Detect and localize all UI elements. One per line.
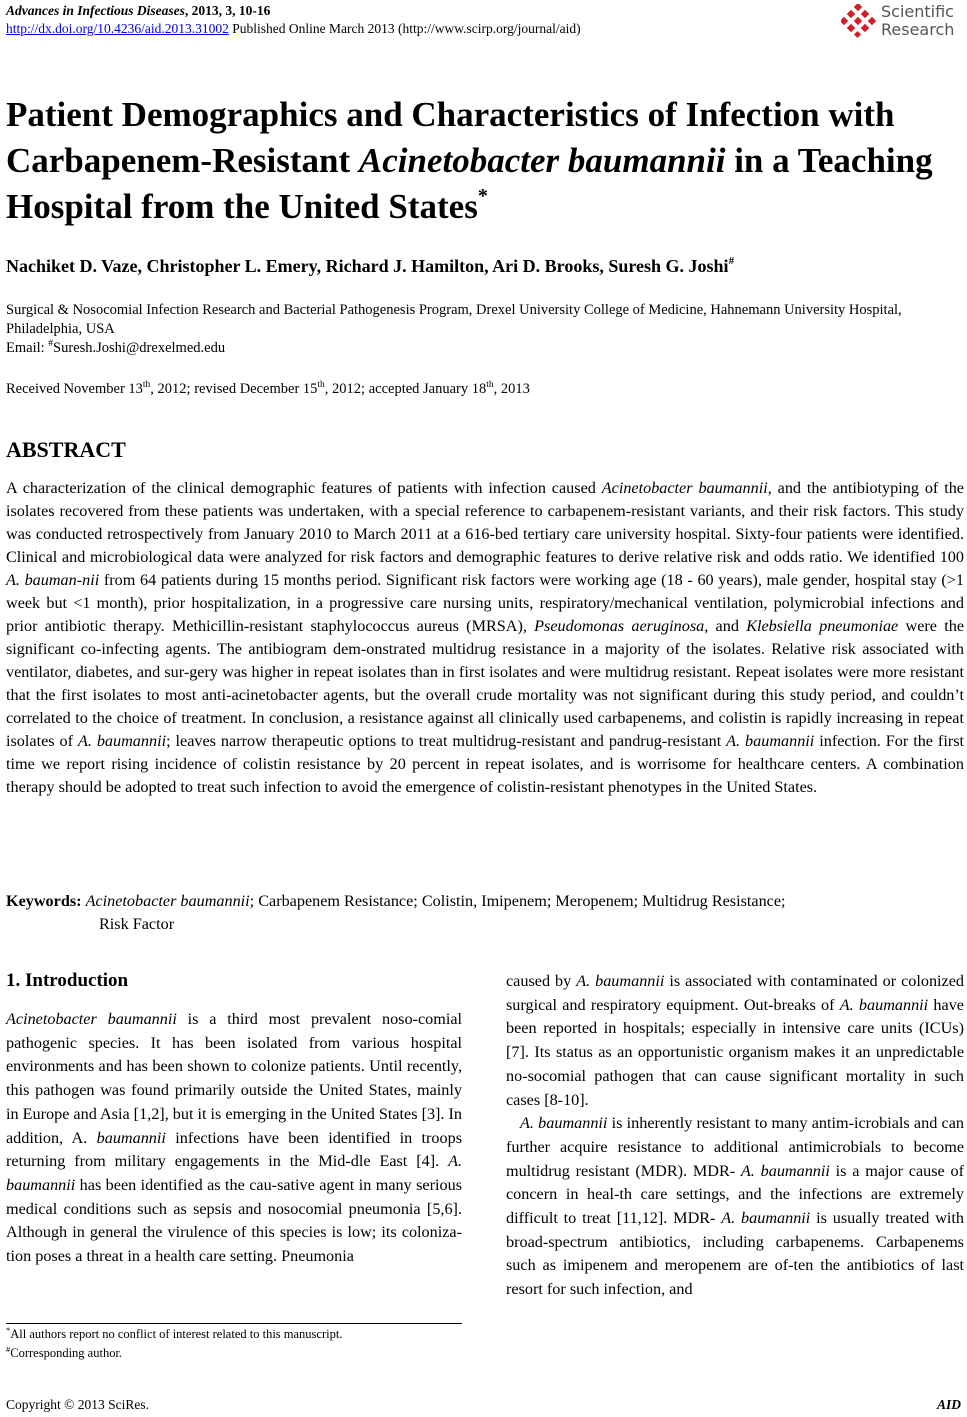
journal-abbreviation: AID bbox=[936, 1397, 961, 1412]
accepted-year: , 2013 bbox=[493, 381, 530, 397]
species-name: Pseudomonas aeruginosa bbox=[534, 617, 705, 635]
footnote-text: All authors report no conflict of interest related to this manuscript. bbox=[10, 1327, 343, 1341]
body-text: is inherently resistant to many antim-icrobials and can further acquire resistance to additional antimicrobials to become multidrug resistant (MDR). MDR- bbox=[506, 1114, 964, 1180]
footnote-divider bbox=[6, 1323, 462, 1324]
species-name: baumannii bbox=[96, 1128, 166, 1147]
abstract-text: ; leaves narrow therapeutic options to treat multidrug-resistant and pandrug-resistant bbox=[166, 732, 727, 750]
ordinal: th bbox=[486, 380, 494, 390]
species-name: A. baumannii bbox=[721, 1209, 811, 1228]
species-name: Acinetobacter baumannii bbox=[601, 479, 768, 497]
footnote-mark: * bbox=[6, 1325, 11, 1335]
body-text: has been identified as the cau-sative agent in many serious medical conditions such as sepsis and nosocomial pneumonia [5,6]. Although in general the virulence of this species is low; its coloniza-tion poses a threat in a health care setting. Pneumonia bbox=[6, 1175, 462, 1266]
title-footnote-mark: * bbox=[477, 185, 488, 207]
keyword-species: Acinetobacter baumannii bbox=[85, 892, 250, 910]
body-text: is associated with contaminated or colonized surgical and respiratory equipment. Out-breaks of bbox=[506, 972, 964, 1014]
species-name: A. baumannii bbox=[6, 1152, 462, 1194]
copyright: Copyright © 2013 SciRes. bbox=[6, 1397, 150, 1412]
keywords-continued: Risk Factor bbox=[99, 915, 175, 933]
logo-text-research: Research bbox=[881, 20, 955, 39]
received-date: Received November 13 bbox=[6, 381, 143, 397]
title-italic: Acinetobacter baumannii bbox=[358, 141, 726, 180]
body-text: caused by bbox=[506, 972, 577, 990]
abstract-text: , and the antibiotyping of the isolates recovered from these patients was undertaken, with a special reference to carbapenem-resistant variants, and their risk factors. This study was conducted retrospectively from January 2010 to March 2011 at a 616-bed tertiary care university hospital. Sixty-four patients were identified. Clinical and microbiological data were analyzed for risk factors and demographic features to derive relative risk and odds ratio. We identified 100 bbox=[6, 479, 964, 566]
species-name: A. baumannii bbox=[726, 732, 815, 750]
submission-dates bbox=[6, 381, 530, 398]
species-name: Klebsiella pneumoniae bbox=[746, 617, 899, 635]
accepted-date: , 2012; accepted January 18 bbox=[324, 381, 487, 397]
footnote-2 bbox=[6, 1346, 122, 1361]
body-text: infections have been identified in troops returning from military engagements in the Mid-dle East [4]. bbox=[6, 1128, 462, 1171]
abstract-text: , and bbox=[704, 617, 747, 635]
paper-title bbox=[6, 92, 961, 230]
footnote-1 bbox=[6, 1327, 342, 1342]
title-part2: in a Teaching Hospital from the United States bbox=[6, 141, 933, 226]
species-name: Acinetobacter baumannii bbox=[6, 1010, 177, 1028]
doi-link[interactable]: http://dx.doi.org/10.4236/aid.2013.31002 bbox=[6, 21, 229, 36]
logo-text-scientific: Scientific bbox=[881, 2, 954, 21]
abstract-text: A characterization of the clinical demographic features of patients with infection caused bbox=[6, 479, 602, 497]
species-name: A. bauman-nii bbox=[6, 571, 100, 589]
email-line bbox=[6, 340, 225, 357]
ordinal: th bbox=[317, 380, 325, 390]
paragraph bbox=[506, 1112, 964, 1302]
species-name: A. baumannii bbox=[576, 972, 665, 990]
body-text: is a major cause of concern in heal-th care settings, and the infections are extremely difficult to treat [11,12]. MDR- bbox=[506, 1161, 964, 1228]
abstract-text: infection. For the first time we report rising incidence of colistin resistance by 20 percent in repeat isolates, and is worrisome for healthcare centers. A combination therapy should be adopted to treat such infection to avoid the emergence of colistin-resistant phenotypes in the United States. bbox=[6, 732, 965, 796]
species-name: A. baumannii bbox=[839, 995, 929, 1014]
logo-dots-icon bbox=[841, 4, 877, 40]
corresponding-mark: # bbox=[728, 255, 735, 267]
keywords-list: ; Carbapenem Resistance; Colistin, Imipenem; Meropenem; Multidrug Resistance; bbox=[249, 892, 786, 910]
abstract-text: from 64 patients during 15 months period. Significant risk factors were working age (18 - 60 years), male gender, hospital stay (>1 week but <1 month), prior hospitalization, in a progressive care nursing units, respiratory/mechanical ventilation, polymicrobial infections and prior antibiotic therapy. Methicillin-resistant staphylococcus aureus (MRSA), bbox=[6, 571, 964, 635]
ordinal: th bbox=[142, 380, 151, 390]
journal-name: Advances in Infectious Diseases bbox=[6, 3, 185, 18]
paragraph-continued bbox=[506, 970, 964, 1112]
scientific-research-logo bbox=[841, 2, 961, 44]
abstract-heading: ABSTRACT bbox=[6, 437, 126, 462]
author-names: Nachiket D. Vaze, Christopher L. Emery, Richard J. Hamilton, Ari D. Brooks, Suresh G. Joshi bbox=[6, 256, 729, 276]
abstract-body bbox=[6, 477, 964, 799]
affiliation: Surgical & Nosocomial Infection Research and Bacterial Pathogenesis Program, Drexel University College of Medicine, Hahnemann University Hospital, Philadelphia, USA bbox=[6, 302, 902, 337]
revised-date: , 2012; revised December 15 bbox=[150, 381, 318, 397]
volume-info: , 2013, 3, 10-16 bbox=[184, 3, 271, 18]
title-part1: Patient Demographics and Characteristics of Infection with Carbapenem-Resistant bbox=[6, 95, 895, 180]
footnote-text: Corresponding author. bbox=[10, 1346, 123, 1360]
body-column-right bbox=[506, 970, 964, 1302]
species-name: A. baumannii bbox=[77, 732, 167, 750]
email-address[interactable]: Suresh.Joshi@drexelmed.edu bbox=[53, 340, 226, 356]
doi-line bbox=[6, 21, 581, 37]
keywords bbox=[6, 890, 964, 936]
body-column-left bbox=[6, 1008, 462, 1269]
email-label: Email: bbox=[6, 340, 49, 356]
body-text: is usually treated with broad-spectrum antibiotics, including carbapenems. Carbapenems such as imipenem and meropenem are of-ten the antibiotics of last resort for such infection, and bbox=[506, 1209, 964, 1299]
body-text: is a third most prevalent noso-comial pathogenic species. It has been isolated from various hospital environments and has been shown to colonize patients. Until recently, this pathogen was found primarily outside the United States, mainly in Europe and Asia [1,2], but it is emerging in the United States [3]. In addition, A. bbox=[6, 1010, 463, 1147]
email-mark: # bbox=[48, 339, 54, 349]
abstract-text: were the significant co-infecting agents. The antibiogram dem-onstrated multidrug resistance in a majority of the isolates. Relative risk associated with ventilator, diabetes, and sur-gery was higher in repeat isolates than in first isolates and were multidrug resistant. Repeat isolates were more resistant that the first isolates to most anti-acinetobacter agents, but the overall crude mortality was not significant during this study period, and couldn’t correlated to the choice of treatment. In conclusion, a resistance against all clinically used carbapenems, and colistin is rapidly increasing in repeat isolates of bbox=[6, 617, 965, 750]
footnote-mark: # bbox=[6, 1344, 11, 1354]
paragraph bbox=[6, 1008, 462, 1269]
keywords-label: Keywords: bbox=[6, 892, 82, 910]
section-heading-introduction: 1. Introduction bbox=[6, 970, 129, 991]
author-list bbox=[6, 256, 734, 277]
species-name: A. baumannii bbox=[520, 1114, 608, 1133]
published-info: Published Online March 2013 (http://www.scirp.org/journal/aid) bbox=[228, 21, 581, 36]
journal-header bbox=[6, 3, 270, 19]
body-text: have been reported in hospitals; especially in intensive care units (ICUs) [7]. Its status as an opportunistic organism makes it an unpredictable no-socomial pathogen that can cause significant mortality in such cases [8-10]. bbox=[506, 995, 964, 1109]
species-name: A. baumannii bbox=[740, 1161, 830, 1180]
